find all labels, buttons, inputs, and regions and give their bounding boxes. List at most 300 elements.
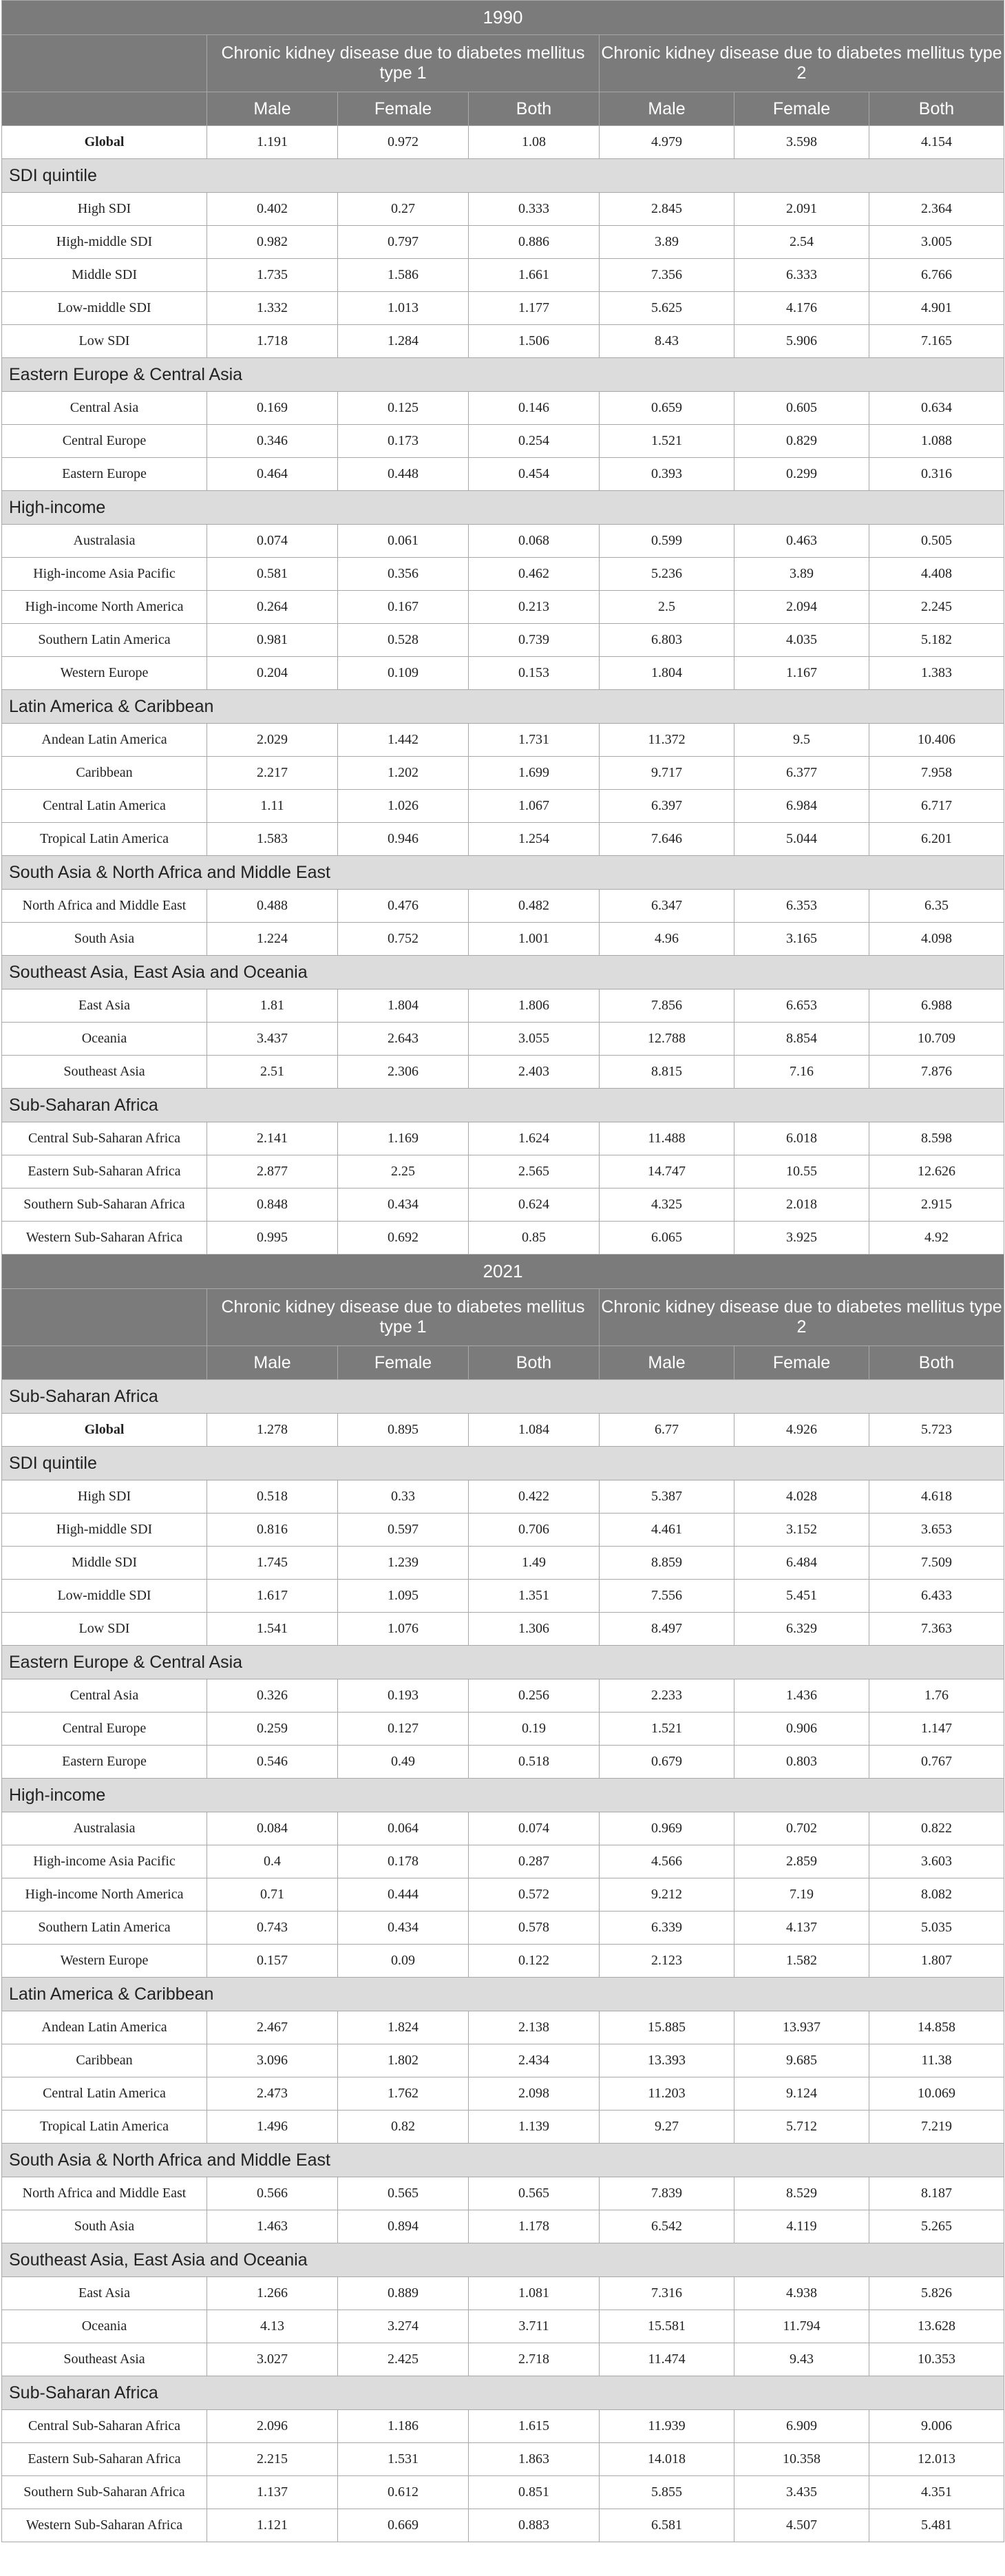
value-cell: 1.49 (469, 1547, 600, 1580)
value-cell: 0.669 (338, 2509, 469, 2542)
table-row (2, 1945, 1004, 1978)
column-header-row (2, 1346, 1004, 1380)
value-cell: 4.507 (734, 2509, 869, 2542)
value-cell: 3.096 (207, 2044, 338, 2077)
value-cell: 7.876 (869, 1056, 1004, 1089)
value-cell: 6.353 (734, 890, 869, 923)
table-row (2, 2177, 1004, 2210)
column-header-female: Female (734, 92, 869, 126)
value-cell: 1.067 (469, 790, 600, 823)
value-cell: 0.178 (338, 1845, 469, 1878)
group-heading: High-income (2, 1779, 1004, 1812)
value-cell: 0.462 (469, 558, 600, 591)
value-cell: 14.018 (600, 2443, 734, 2476)
value-cell: 0.981 (207, 624, 338, 657)
column-header-both: Both (469, 92, 600, 126)
row-label: Southeast Asia (2, 1056, 207, 1089)
value-cell: 0.822 (869, 1812, 1004, 1845)
value-cell: 4.92 (869, 1222, 1004, 1255)
value-cell: 0.743 (207, 1912, 338, 1945)
value-cell: 0.169 (207, 392, 338, 425)
table-row (2, 1878, 1004, 1912)
value-cell: 1.278 (207, 1414, 338, 1447)
row-label: South Asia (2, 2210, 207, 2243)
value-cell: 1.615 (469, 2410, 600, 2443)
value-cell: 1.661 (469, 259, 600, 292)
value-cell: 5.723 (869, 1414, 1004, 1447)
value-cell: 15.581 (600, 2310, 734, 2343)
value-cell: 1.147 (869, 1713, 1004, 1746)
table-row (2, 823, 1004, 856)
value-cell: 1.81 (207, 989, 338, 1023)
value-cell: 9.5 (734, 724, 869, 757)
value-cell: 0.82 (338, 2111, 469, 2144)
row-label: Tropical Latin America (2, 823, 207, 856)
table-row (2, 1547, 1004, 1580)
value-cell: 0.488 (207, 890, 338, 923)
row-label: Low SDI (2, 325, 207, 358)
value-cell: 5.236 (600, 558, 734, 591)
row-label: Western Sub-Saharan Africa (2, 2509, 207, 2542)
value-cell: 1.084 (469, 1414, 600, 1447)
value-cell: 11.203 (600, 2077, 734, 2111)
value-cell: 0.264 (207, 591, 338, 624)
value-cell: 0.287 (469, 1845, 600, 1878)
value-cell: 1.617 (207, 1580, 338, 1613)
value-cell: 2.403 (469, 1056, 600, 1089)
row-label: Tropical Latin America (2, 2111, 207, 2144)
group-heading-row (2, 1646, 1004, 1679)
row-label: Central Asia (2, 1679, 207, 1713)
value-cell: 0.204 (207, 657, 338, 690)
group-heading-row (2, 1089, 1004, 1122)
table-body (2, 1, 1004, 2542)
value-cell: 5.035 (869, 1912, 1004, 1945)
row-label: East Asia (2, 2277, 207, 2310)
value-cell: 0.566 (207, 2177, 338, 2210)
value-cell: 0.346 (207, 425, 338, 458)
group-heading: Latin America & Caribbean (2, 690, 1004, 724)
value-cell: 1.436 (734, 1679, 869, 1713)
row-label: Australasia (2, 1812, 207, 1845)
value-cell: 8.854 (734, 1023, 869, 1056)
value-cell: 0.982 (207, 226, 338, 259)
value-cell: 7.19 (734, 1878, 869, 1912)
value-cell: 1.802 (338, 2044, 469, 2077)
value-cell: 2.434 (469, 2044, 600, 2077)
table-row (2, 890, 1004, 923)
value-cell: 2.877 (207, 1155, 338, 1188)
value-cell: 0.109 (338, 657, 469, 690)
row-label: Caribbean (2, 757, 207, 790)
value-cell: 2.5 (600, 591, 734, 624)
value-cell: 0.546 (207, 1746, 338, 1779)
value-cell: 0.193 (338, 1679, 469, 1713)
value-cell: 10.353 (869, 2343, 1004, 2376)
value-cell: 1.11 (207, 790, 338, 823)
row-label: Oceania (2, 1023, 207, 1056)
value-cell: 2.306 (338, 1056, 469, 1089)
value-cell: 4.154 (869, 126, 1004, 159)
value-cell: 5.481 (869, 2509, 1004, 2542)
table-row (2, 1580, 1004, 1613)
value-cell: 6.397 (600, 790, 734, 823)
column-header-female: Female (338, 92, 469, 126)
value-cell: 14.747 (600, 1155, 734, 1188)
value-cell: 0.972 (338, 126, 469, 159)
value-cell: 13.393 (600, 2044, 734, 2077)
value-cell: 1.804 (600, 657, 734, 690)
row-label: High-middle SDI (2, 1514, 207, 1547)
value-cell: 11.372 (600, 724, 734, 757)
column-header-female: Female (338, 1346, 469, 1380)
header-blank-cell (2, 1289, 207, 1346)
value-cell: 1.863 (469, 2443, 600, 2476)
value-cell: 1.806 (469, 989, 600, 1023)
value-cell: 0.624 (469, 1188, 600, 1222)
value-cell: 15.885 (600, 2011, 734, 2044)
value-cell: 0.71 (207, 1878, 338, 1912)
column-group-type1: Chronic kidney disease due to diabetes mellitus type 1 (207, 35, 600, 92)
value-cell: 0.173 (338, 425, 469, 458)
value-cell: 0.19 (469, 1713, 600, 1746)
table-row (2, 2277, 1004, 2310)
group-heading: Sub-Saharan Africa (2, 1380, 1004, 1414)
value-cell: 0.444 (338, 1878, 469, 1912)
table-row (2, 1480, 1004, 1514)
value-cell: 0.706 (469, 1514, 600, 1547)
value-cell: 1.167 (734, 657, 869, 690)
value-cell: 10.069 (869, 2077, 1004, 2111)
value-cell: 0.454 (469, 458, 600, 491)
value-cell: 5.625 (600, 292, 734, 325)
value-cell: 2.141 (207, 1122, 338, 1155)
value-cell: 7.556 (600, 1580, 734, 1613)
value-cell: 7.219 (869, 2111, 1004, 2144)
row-label: Southeast Asia (2, 2343, 207, 2376)
value-cell: 1.506 (469, 325, 600, 358)
group-heading-row (2, 358, 1004, 392)
value-cell: 6.984 (734, 790, 869, 823)
value-cell: 5.182 (869, 624, 1004, 657)
value-cell: 0.482 (469, 890, 600, 923)
value-cell: 2.718 (469, 2343, 600, 2376)
table-row (2, 1713, 1004, 1746)
value-cell: 1.266 (207, 2277, 338, 2310)
value-cell: 1.284 (338, 325, 469, 358)
value-cell: 1.076 (338, 1613, 469, 1646)
value-cell: 0.125 (338, 392, 469, 425)
value-cell: 5.387 (600, 1480, 734, 1514)
value-cell: 0.895 (338, 1414, 469, 1447)
value-cell: 2.018 (734, 1188, 869, 1222)
value-cell: 2.51 (207, 1056, 338, 1089)
value-cell: 9.006 (869, 2410, 1004, 2443)
table-row (2, 1122, 1004, 1155)
table-row (2, 2044, 1004, 2077)
year-row (2, 1, 1004, 35)
value-cell: 6.065 (600, 1222, 734, 1255)
value-cell: 1.762 (338, 2077, 469, 2111)
row-label: East Asia (2, 989, 207, 1023)
column-header-row (2, 92, 1004, 126)
row-label: Oceania (2, 2310, 207, 2343)
table-row (2, 2509, 1004, 2542)
value-cell: 3.027 (207, 2343, 338, 2376)
value-cell: 8.43 (600, 325, 734, 358)
table-row (2, 1845, 1004, 1878)
value-cell: 0.946 (338, 823, 469, 856)
row-label: High-income Asia Pacific (2, 1845, 207, 1878)
row-label: Andean Latin America (2, 724, 207, 757)
value-cell: 11.38 (869, 2044, 1004, 2077)
value-cell: 6.77 (600, 1414, 734, 1447)
value-cell: 5.451 (734, 1580, 869, 1613)
value-cell: 0.85 (469, 1222, 600, 1255)
value-cell: 5.906 (734, 325, 869, 358)
value-cell: 4.035 (734, 624, 869, 657)
value-cell: 0.356 (338, 558, 469, 591)
value-cell: 1.239 (338, 1547, 469, 1580)
table-row (2, 325, 1004, 358)
value-cell: 2.54 (734, 226, 869, 259)
value-cell: 6.329 (734, 1613, 869, 1646)
value-cell: 6.333 (734, 259, 869, 292)
value-cell: 1.332 (207, 292, 338, 325)
value-cell: 0.634 (869, 392, 1004, 425)
row-label: Central Asia (2, 392, 207, 425)
value-cell: 2.473 (207, 2077, 338, 2111)
value-cell: 9.43 (734, 2343, 869, 2376)
value-cell: 0.679 (600, 1746, 734, 1779)
value-cell: 6.484 (734, 1547, 869, 1580)
value-cell: 1.76 (869, 1679, 1004, 1713)
value-cell: 0.528 (338, 624, 469, 657)
value-cell: 3.437 (207, 1023, 338, 1056)
value-cell: 1.531 (338, 2443, 469, 2476)
table-row (2, 193, 1004, 226)
value-cell: 0.33 (338, 1480, 469, 1514)
column-header-male: Male (600, 1346, 734, 1380)
value-cell: 14.858 (869, 2011, 1004, 2044)
value-cell: 9.685 (734, 2044, 869, 2077)
value-cell: 9.27 (600, 2111, 734, 2144)
value-cell: 0.565 (338, 2177, 469, 2210)
row-label: Southern Sub-Saharan Africa (2, 2476, 207, 2509)
value-cell: 0.074 (469, 1812, 600, 1845)
row-label: Western Europe (2, 1945, 207, 1978)
value-cell: 3.653 (869, 1514, 1004, 1547)
value-cell: 1.095 (338, 1580, 469, 1613)
value-cell: 2.123 (600, 1945, 734, 1978)
value-cell: 0.259 (207, 1713, 338, 1746)
value-cell: 1.137 (207, 2476, 338, 2509)
value-cell: 0.505 (869, 525, 1004, 558)
value-cell: 6.347 (600, 890, 734, 923)
value-cell: 5.265 (869, 2210, 1004, 2243)
value-cell: 11.488 (600, 1122, 734, 1155)
value-cell: 0.797 (338, 226, 469, 259)
group-heading-row (2, 2243, 1004, 2277)
value-cell: 1.186 (338, 2410, 469, 2443)
value-cell: 1.169 (338, 1122, 469, 1155)
value-cell: 0.476 (338, 890, 469, 923)
group-heading: Sub-Saharan Africa (2, 2376, 1004, 2410)
value-cell: 1.121 (207, 2509, 338, 2542)
row-label: North Africa and Middle East (2, 890, 207, 923)
value-cell: 11.794 (734, 2310, 869, 2343)
value-cell: 6.201 (869, 823, 1004, 856)
value-cell: 0.326 (207, 1679, 338, 1713)
value-cell: 2.215 (207, 2443, 338, 2476)
year-heading: 2021 (2, 1255, 1004, 1289)
table-row (2, 558, 1004, 591)
row-label: Southern Sub-Saharan Africa (2, 1188, 207, 1222)
row-label: Eastern Sub-Saharan Africa (2, 1155, 207, 1188)
value-cell: 0.256 (469, 1679, 600, 1713)
value-cell: 0.157 (207, 1945, 338, 1978)
row-label: Central Sub-Saharan Africa (2, 2410, 207, 2443)
value-cell: 2.565 (469, 1155, 600, 1188)
value-cell: 6.717 (869, 790, 1004, 823)
value-cell: 4.938 (734, 2277, 869, 2310)
group-heading: SDI quintile (2, 1447, 1004, 1480)
value-cell: 0.316 (869, 458, 1004, 491)
table-row (2, 2077, 1004, 2111)
value-cell: 4.325 (600, 1188, 734, 1222)
value-cell: 2.845 (600, 193, 734, 226)
value-cell: 5.044 (734, 823, 869, 856)
column-header-both: Both (869, 92, 1004, 126)
value-cell: 1.582 (734, 1945, 869, 1978)
group-heading-row (2, 491, 1004, 525)
value-cell: 0.213 (469, 591, 600, 624)
value-cell: 6.542 (600, 2210, 734, 2243)
row-label: Eastern Europe (2, 1746, 207, 1779)
value-cell: 8.529 (734, 2177, 869, 2210)
value-cell: 3.598 (734, 126, 869, 159)
value-cell: 10.406 (869, 724, 1004, 757)
value-cell: 4.408 (869, 558, 1004, 591)
table-row (2, 2011, 1004, 2044)
value-cell: 1.731 (469, 724, 600, 757)
value-cell: 2.098 (469, 2077, 600, 2111)
value-cell: 7.509 (869, 1547, 1004, 1580)
value-cell: 10.55 (734, 1155, 869, 1188)
value-cell: 8.859 (600, 1547, 734, 1580)
value-cell: 6.018 (734, 1122, 869, 1155)
value-cell: 7.356 (600, 259, 734, 292)
table-row (2, 1812, 1004, 1845)
value-cell: 0.448 (338, 458, 469, 491)
value-cell: 1.745 (207, 1547, 338, 1580)
row-label: Southern Latin America (2, 624, 207, 657)
value-cell: 0.434 (338, 1912, 469, 1945)
value-cell: 0.659 (600, 392, 734, 425)
value-cell: 2.915 (869, 1188, 1004, 1222)
value-cell: 0.09 (338, 1945, 469, 1978)
value-cell: 0.518 (207, 1480, 338, 1514)
value-cell: 7.646 (600, 823, 734, 856)
value-cell: 2.245 (869, 591, 1004, 624)
value-cell: 4.351 (869, 2476, 1004, 2509)
value-cell: 1.139 (469, 2111, 600, 2144)
year-row (2, 1255, 1004, 1289)
table-row (2, 1188, 1004, 1222)
value-cell: 6.339 (600, 1912, 734, 1945)
group-heading: Latin America & Caribbean (2, 1978, 1004, 2011)
value-cell: 2.217 (207, 757, 338, 790)
value-cell: 1.191 (207, 126, 338, 159)
column-group-header-row (2, 1289, 1004, 1346)
value-cell: 10.358 (734, 2443, 869, 2476)
value-cell: 0.061 (338, 525, 469, 558)
group-heading: Southeast Asia, East Asia and Oceania (2, 2243, 1004, 2277)
value-cell: 4.566 (600, 1845, 734, 1878)
value-cell: 6.433 (869, 1580, 1004, 1613)
value-cell: 0.886 (469, 226, 600, 259)
value-cell: 1.463 (207, 2210, 338, 2243)
row-label: Central Europe (2, 425, 207, 458)
table-row (2, 525, 1004, 558)
value-cell: 0.565 (469, 2177, 600, 2210)
value-cell: 4.926 (734, 1414, 869, 1447)
value-cell: 0.883 (469, 2509, 600, 2542)
row-label: North Africa and Middle East (2, 2177, 207, 2210)
value-cell: 4.461 (600, 1514, 734, 1547)
value-cell: 1.224 (207, 923, 338, 956)
value-cell: 1.202 (338, 757, 469, 790)
value-cell: 0.146 (469, 392, 600, 425)
row-label: High SDI (2, 1480, 207, 1514)
value-cell: 0.464 (207, 458, 338, 491)
value-cell: 7.839 (600, 2177, 734, 2210)
table-row (2, 757, 1004, 790)
value-cell: 0.851 (469, 2476, 600, 2509)
value-cell: 2.859 (734, 1845, 869, 1878)
value-cell: 1.496 (207, 2111, 338, 2144)
value-cell: 6.653 (734, 989, 869, 1023)
table-row (2, 591, 1004, 624)
value-cell: 1.735 (207, 259, 338, 292)
value-cell: 2.467 (207, 2011, 338, 2044)
value-cell: 0.969 (600, 1812, 734, 1845)
row-label: Global (2, 126, 207, 159)
value-cell: 7.16 (734, 1056, 869, 1089)
value-cell: 6.35 (869, 890, 1004, 923)
value-cell: 3.005 (869, 226, 1004, 259)
group-heading-row (2, 1978, 1004, 2011)
value-cell: 4.119 (734, 2210, 869, 2243)
value-cell: 5.855 (600, 2476, 734, 2509)
group-heading: Southeast Asia, East Asia and Oceania (2, 956, 1004, 989)
value-cell: 0.422 (469, 1480, 600, 1514)
value-cell: 4.098 (869, 923, 1004, 956)
table-row (2, 1912, 1004, 1945)
row-label: High-income North America (2, 591, 207, 624)
value-cell: 1.351 (469, 1580, 600, 1613)
value-cell: 0.752 (338, 923, 469, 956)
value-cell: 1.807 (869, 1945, 1004, 1978)
row-label: Eastern Sub-Saharan Africa (2, 2443, 207, 2476)
column-header-both: Both (869, 1346, 1004, 1380)
value-cell: 9.212 (600, 1878, 734, 1912)
value-cell: 1.718 (207, 325, 338, 358)
group-heading: Eastern Europe & Central Asia (2, 358, 1004, 392)
value-cell: 3.925 (734, 1222, 869, 1255)
header-blank-cell (2, 1346, 207, 1380)
value-cell: 8.187 (869, 2177, 1004, 2210)
